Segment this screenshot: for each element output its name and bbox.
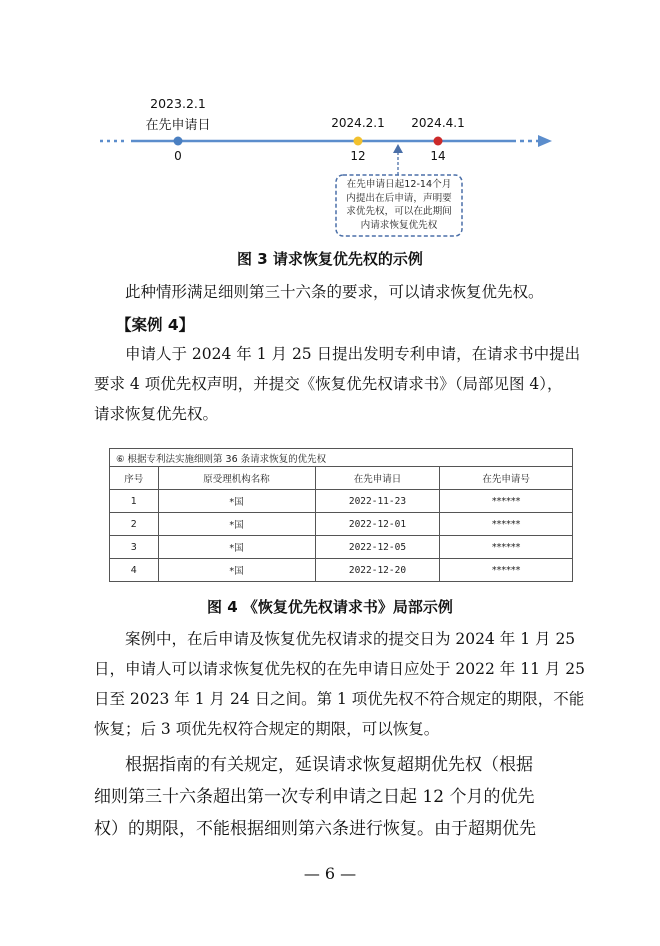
cell-office: *国: [158, 513, 315, 536]
header-serial: 序号: [110, 467, 159, 490]
cell-number: ******: [440, 490, 573, 513]
table-row: [110, 490, 573, 513]
timeline-end-dot: [434, 137, 443, 146]
timeline-start-label: 在先申请日: [145, 118, 211, 133]
figure3-caption: 图 3 请求恢复优先权的示例: [237, 250, 423, 268]
timeline-mid-tick: 12: [350, 149, 366, 163]
header-prior-number: 在先申请号: [440, 467, 573, 490]
page-number: — 6 —: [303, 864, 357, 883]
paragraph-line: 要求 4 项优先权声明，并提交《恢复优先权请求书》（局部见图 4），: [94, 375, 563, 393]
paragraph-line: 根据指南的有关规定，延误请求恢复超期优先权（根据: [125, 755, 533, 775]
paragraph-line: 恢复；后 3 项优先权符合规定的期限，可以恢复。: [94, 720, 440, 738]
cell-date: 2022-12-05: [315, 536, 440, 559]
cell-serial: 1: [110, 490, 159, 513]
timeline-end-date: 2024.4.1: [411, 116, 465, 130]
timeline-start-date: 2023.2.1: [150, 96, 206, 111]
table-row: [110, 513, 573, 536]
header-prior-date: 在先申请日: [315, 467, 440, 490]
timeline-start-dot: [174, 137, 183, 146]
cell-serial: 2: [110, 513, 159, 536]
callout-line: 求优先权，可以在此期间: [346, 206, 452, 217]
callout-line: 内提出在后申请，声明要: [346, 192, 452, 204]
callout-pointer-arrow: [393, 144, 403, 153]
paragraph-1: [94, 277, 566, 307]
cell-serial: 3: [110, 536, 159, 559]
table-header-row: [110, 467, 573, 490]
paragraph-3: [94, 624, 586, 744]
cell-date: 2022-12-20: [315, 559, 440, 582]
table-row: [110, 536, 573, 559]
callout-text: [338, 178, 460, 232]
paragraph-4: [94, 749, 566, 845]
table-row: [110, 559, 573, 582]
case-heading: 【案例 4】: [116, 316, 195, 334]
paragraph-line: 日，申请人可以请求恢复优先权的在先申请日应处于 2022 年 11 月 25: [94, 660, 586, 678]
callout-line: 在先申请日起12-14个月: [346, 179, 452, 190]
callout-line: 内请求恢复优先权: [360, 219, 438, 231]
cell-office: *国: [158, 559, 315, 582]
cell-date: 2022-12-01: [315, 513, 440, 536]
timeline-mid-date: 2024.2.1: [331, 116, 385, 130]
timeline-end-tick: 14: [430, 149, 446, 163]
paragraph-line: 细则第三十六条超出第一次专利申请之日起 12 个月的优先: [94, 787, 535, 807]
cell-number: ******: [440, 536, 573, 559]
cell-number: ******: [440, 513, 573, 536]
cell-serial: 4: [110, 559, 159, 582]
paragraph-line: 此种情形满足细则第三十六条的要求，可以请求恢复优先权。: [125, 283, 544, 301]
timeline-start-tick: 0: [174, 149, 182, 163]
paragraph-2: [94, 339, 581, 429]
header-office: 原受理机构名称: [158, 467, 315, 490]
cell-date: 2022-11-23: [315, 490, 440, 513]
figure4-caption: 图 4 《恢复优先权请求书》局部示例: [207, 598, 453, 616]
timeline-arrowhead: [538, 135, 552, 147]
paragraph-line: 日至 2023 年 1 月 24 日之间。第 1 项优先权不符合规定的期限，不能: [94, 690, 585, 708]
paragraph-line: 案例中，在后申请及恢复优先权请求的提交日为 2024 年 1 月 25: [125, 630, 576, 648]
form-title: ⑥ 根据专利法实施细则第 36 条请求恢复的优先权: [110, 449, 573, 467]
cell-office: *国: [158, 536, 315, 559]
paragraph-line: 请求恢复优先权。: [94, 405, 219, 423]
timeline-mid-dot: [354, 137, 363, 146]
priority-form-table: [109, 448, 573, 582]
paragraph-line: 权）的期限，不能根据细则第六条进行恢复。由于超期优先: [94, 819, 536, 839]
paragraph-line: 申请人于 2024 年 1 月 25 日提出发明专利申请，在请求书中提出: [125, 345, 581, 363]
cell-office: *国: [158, 490, 315, 513]
cell-number: ******: [440, 559, 573, 582]
